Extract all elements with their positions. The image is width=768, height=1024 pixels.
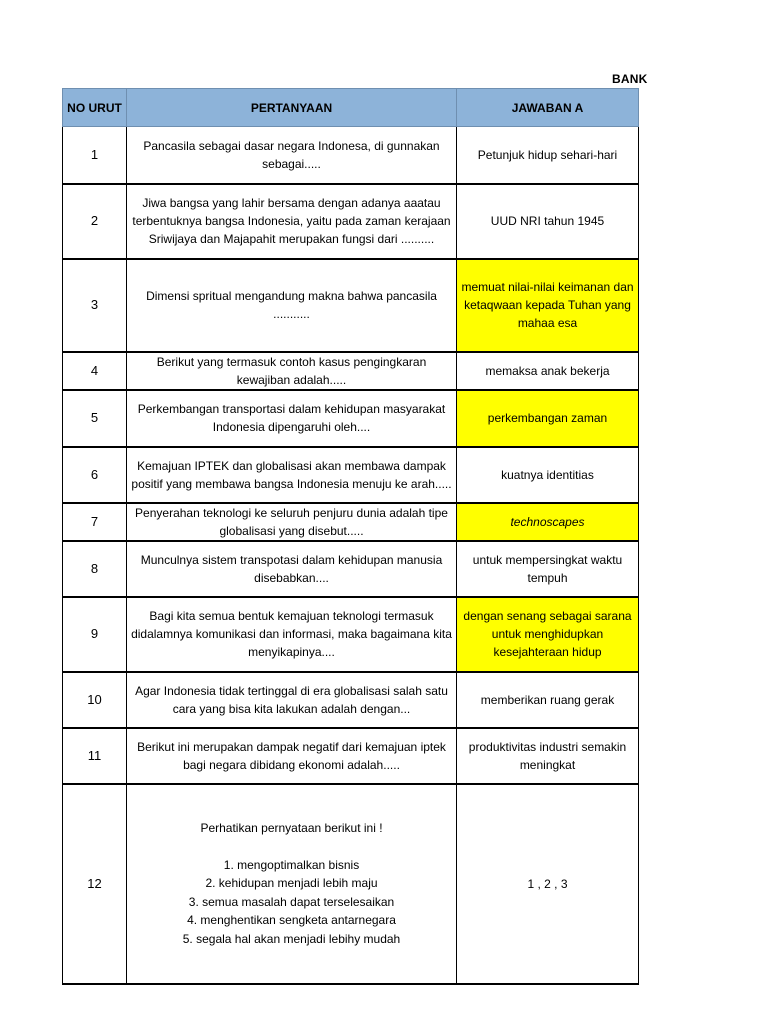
- row-number[interactable]: 11: [63, 728, 127, 784]
- answer-cell-highlighted[interactable]: technoscapes: [457, 503, 639, 541]
- column-header-no[interactable]: NO URUT: [63, 89, 127, 127]
- answer-cell[interactable]: Petunjuk hidup sehari-hari: [457, 127, 639, 184]
- table-row: [63, 259, 639, 352]
- answer-cell[interactable]: 1 , 2 , 3: [457, 784, 639, 984]
- row-number[interactable]: 5: [63, 390, 127, 447]
- answer-cell-highlighted[interactable]: dengan senang sebagai sarana untuk menghidupkan kesejahteraan hidup: [457, 597, 639, 672]
- question-cell[interactable]: Penyerahan teknologi ke seluruh penjuru dunia adalah tipe globalisasi yang disebut.....: [127, 503, 457, 541]
- question-cell[interactable]: Pancasila sebagai dasar negara Indonesa, di gunnakan sebagai.....: [127, 127, 457, 184]
- question-lead: Perhatikan pernyataan berikut ini !: [200, 821, 383, 835]
- row-number[interactable]: 10: [63, 672, 127, 728]
- header-row: [63, 89, 639, 127]
- table-row: [63, 597, 639, 672]
- question-cell[interactable]: [127, 784, 457, 984]
- answer-cell[interactable]: memaksa anak bekerja: [457, 352, 639, 390]
- row-number[interactable]: 7: [63, 503, 127, 541]
- table-row: [63, 503, 639, 541]
- question-cell[interactable]: Agar Indonesia tidak tertinggal di era globalisasi salah satu cara yang bisa kita lakukan adalah dengan...: [127, 672, 457, 728]
- table-row: [63, 447, 639, 503]
- row-number[interactable]: 4: [63, 352, 127, 390]
- question-cell[interactable]: Berikut yang termasuk contoh kasus pengingkaran kewajiban adalah.....: [127, 352, 457, 390]
- table-row: [63, 728, 639, 784]
- sheet-title: BANK: [612, 72, 648, 86]
- question-cell[interactable]: Berikut ini merupakan dampak negatif dari kemajuan iptek bagi negara dibidang ekonomi adalah.....: [127, 728, 457, 784]
- answer-cell-highlighted[interactable]: memuat nilai-nilai keimanan dan ketaqwaan kepada Tuhan yang mahaa esa: [457, 259, 639, 352]
- answer-cell[interactable]: memberikan ruang gerak: [457, 672, 639, 728]
- question-cell[interactable]: Kemajuan IPTEK dan globalisasi akan membawa dampak positif yang membawa bangsa Indonesia menuju ke arah.....: [127, 447, 457, 503]
- table-row: [63, 390, 639, 447]
- question-item: 1. mengoptimalkan bisnis: [223, 857, 360, 872]
- table-row: [63, 672, 639, 728]
- row-number[interactable]: 3: [63, 259, 127, 352]
- column-header-question[interactable]: PERTANYAAN: [127, 89, 457, 127]
- table-row: [63, 352, 639, 390]
- question-table-wrap: [62, 88, 638, 946]
- column-header-answer[interactable]: JAWABAN A: [457, 89, 639, 127]
- question-table: [62, 88, 639, 985]
- row-number[interactable]: 8: [63, 541, 127, 597]
- row-number[interactable]: 1: [63, 127, 127, 184]
- question-cell[interactable]: Jiwa bangsa yang lahir bersama dengan adanya aaatau terbentuknya bangsa Indonesia, yaitu pada zaman kerajaan Sriwijaya dan Majapahit merupakan fungsi dari ..........: [127, 184, 457, 259]
- answer-cell[interactable]: untuk mempersingkat waktu tempuh: [457, 541, 639, 597]
- row-number[interactable]: 6: [63, 447, 127, 503]
- question-item: 4. menghentikan sengketa antarnegara: [187, 913, 396, 927]
- table-row: [63, 127, 639, 184]
- question-item: 2. kehidupan menjadi lebih maju: [205, 876, 378, 890]
- question-cell[interactable]: Perkembangan transportasi dalam kehidupan masyarakat Indonesia dipengaruhi oleh....: [127, 390, 457, 447]
- question-cell[interactable]: Munculnya sistem transpotasi dalam kehidupan manusia disebabkan....: [127, 541, 457, 597]
- question-item: 5. segala hal akan menjadi lebihy mudah: [182, 931, 401, 946]
- answer-cell[interactable]: produktivitas industri semakin meningkat: [457, 728, 639, 784]
- answer-cell-highlighted[interactable]: perkembangan zaman: [457, 390, 639, 447]
- answer-cell[interactable]: UUD NRI tahun 1945: [457, 184, 639, 259]
- answer-cell[interactable]: kuatnya identitias: [457, 447, 639, 503]
- table-row: [63, 541, 639, 597]
- table-row: [63, 784, 639, 984]
- row-number[interactable]: 9: [63, 597, 127, 672]
- row-number[interactable]: 2: [63, 184, 127, 259]
- question-item: 3. semua masalah dapat terselesaikan: [188, 894, 395, 909]
- question-cell[interactable]: Dimensi spritual mengandung makna bahwa pancasila ...........: [127, 259, 457, 352]
- question-cell[interactable]: Bagi kita semua bentuk kemajuan teknologi termasuk didalamnya komunikasi dan informasi, maka bagaimana kita menyikapinya....: [127, 597, 457, 672]
- table-row: [63, 184, 639, 259]
- row-number[interactable]: 12: [63, 784, 127, 984]
